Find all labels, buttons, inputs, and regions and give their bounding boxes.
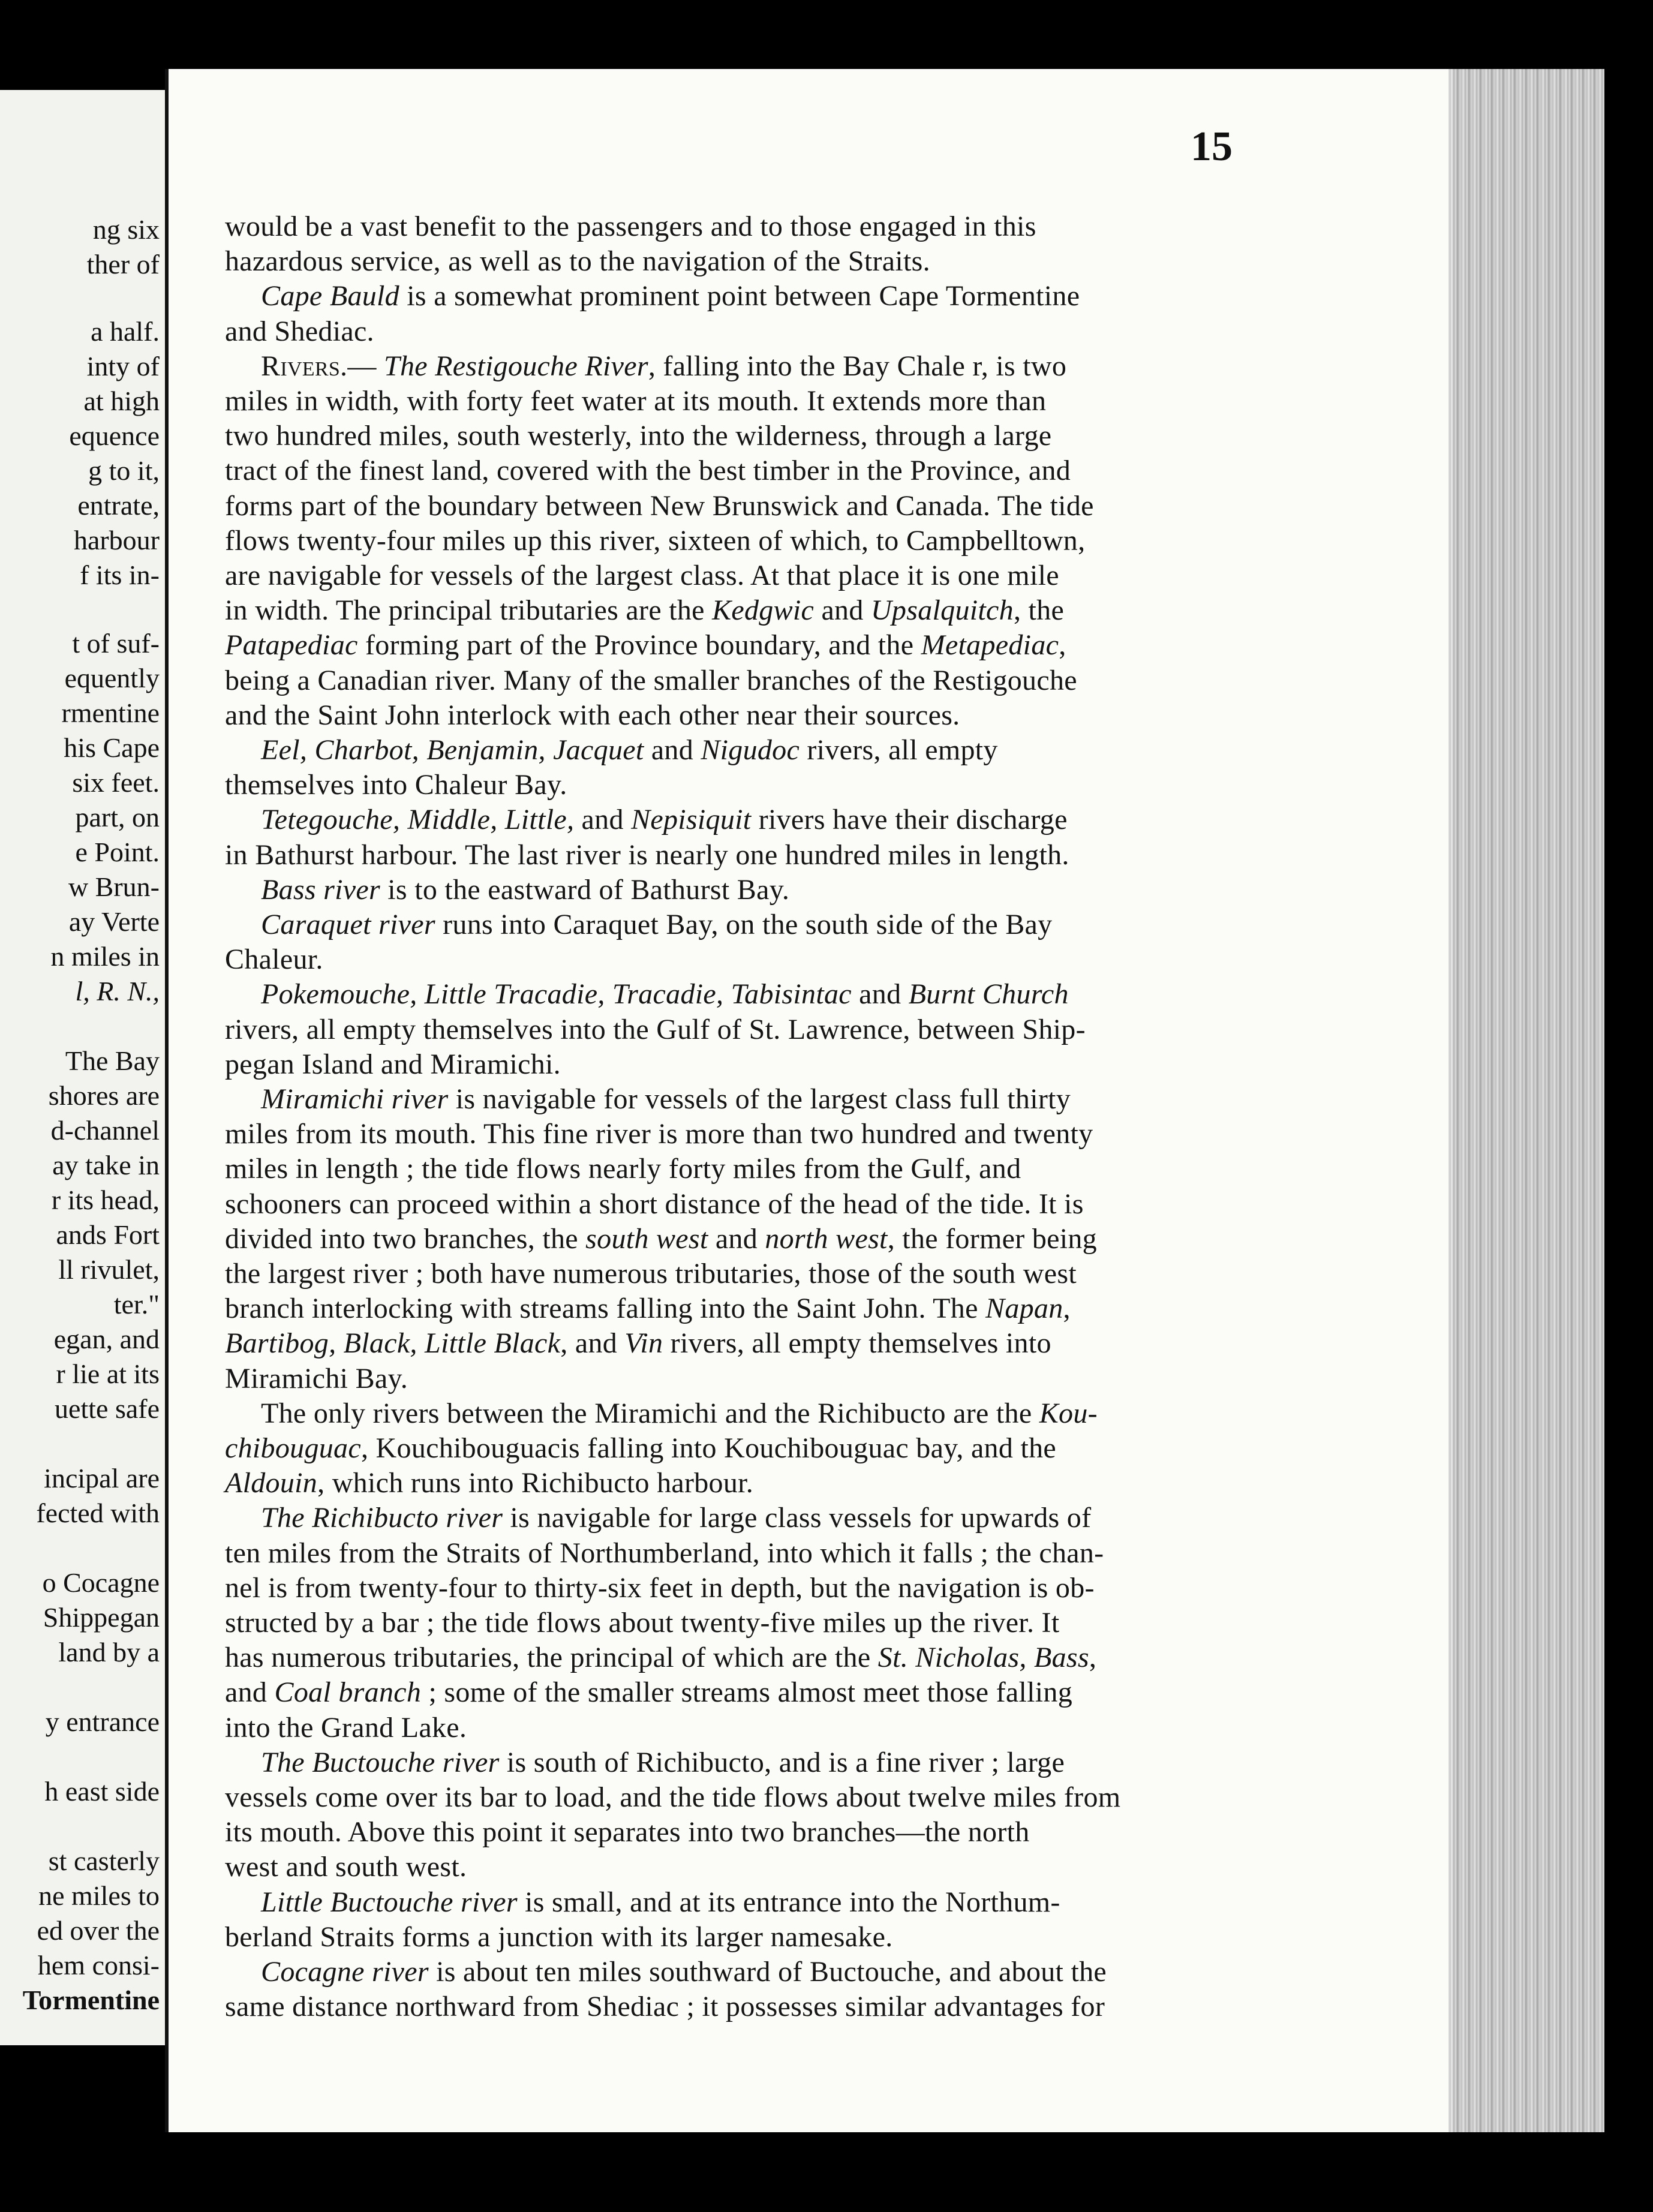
text-segment: divided into two branches, the [225,1222,586,1255]
text-segment: , Kouchibouguacis falling into Kouchibouguac bay, and the [360,1432,1056,1464]
text-segment: Miramichi river [261,1083,449,1115]
text-line [261,1886,1060,1919]
text-segment: Kedgwic [712,594,815,627]
left-line: shores are [48,1080,160,1111]
text-segment: the largest river ; both have numerous tributaries, those of the south west [225,1258,1077,1290]
text-segment: two hundred miles, south westerly, into the wilderness, through a large [225,420,1052,452]
text-segment: Chaleur. [225,943,323,976]
left-line: ands Fort [56,1219,160,1250]
left-line: ay Verte [68,906,160,937]
text-line [261,1955,1107,1988]
text-segment: The Restigouche River [383,350,648,382]
text-segment: Coal branch [274,1676,422,1709]
text-segment: tract of the finest land, covered with the best timber in the Province, and [225,455,1071,487]
text-line [261,734,998,767]
text-segment: Cocagne river [261,1956,429,1988]
text-segment: same distance northward from Shediac ; it possesses similar advantages for [225,1991,1105,2023]
left-line: l, R. N., [75,976,160,1006]
text-segment: is navigable for vessels of the largest class full thirty [448,1083,1071,1115]
text-line [225,699,960,732]
text-segment: south west [585,1222,708,1255]
text-segment: is about ten miles southward of Buctouche, and about the [428,1956,1107,1988]
text-segment: Miramichi Bay. [225,1362,408,1394]
text-line [225,1222,1097,1255]
text-segment: Cape Bauld [261,280,399,312]
left-line: d-channel [50,1115,160,1146]
text-line [225,1257,1077,1290]
text-segment: structed by a bar ; the tide flows about twenty-five miles up the river. It [225,1607,1060,1639]
left-line: ne miles to [38,1880,160,1911]
text-segment: , [1059,629,1066,662]
text-segment: Eel, Charbot, Benjamin, Jacquet [261,734,644,766]
text-segment: vessels come over its bar to load, and the tide flows about twelve miles from [225,1781,1121,1813]
text-segment: Nigudoc [701,734,800,766]
text-line [225,594,1064,627]
text-segment: rivers, all empty [800,734,998,766]
left-line: egan, and [53,1324,160,1354]
left-line: r its head, [51,1185,160,1215]
text-line [225,489,1094,522]
text-line [261,1083,1071,1116]
text-segment: being a Canadian river. Many of the smaller branches of the Restigouche [225,664,1077,696]
left-line: r lie at its [56,1359,160,1389]
left-line: t of suf- [72,628,160,659]
text-segment: Patapediac [225,629,358,662]
text-line [225,1676,1072,1709]
text-line [261,978,1069,1011]
text-line [225,1921,893,1953]
text-line [261,1501,1091,1534]
page-number: 15 [1191,124,1233,170]
text-segment: ten miles from the Straits of Northumberland, into which it falls ; the chan- [225,1537,1104,1569]
left-line: g to it, [88,455,160,486]
left-line: incipal are [44,1463,160,1493]
left-line: Tormentine [22,1985,160,2015]
text-line [261,873,789,906]
text-line [225,1152,1021,1185]
text-segment: Rivers. [261,350,348,382]
text-segment: forming part of the Province boundary, and the [357,629,921,662]
text-segment: its mouth. Above this point it separates into two branches—the north [225,1816,1030,1849]
left-line: Shippegan [43,1602,160,1633]
text-line [261,1397,1098,1430]
left-line: ng six [92,214,160,245]
text-segment: Bartibog, Black, Little Black [225,1327,561,1360]
left-line: six feet. [72,767,160,798]
text-line [225,1641,1096,1674]
text-line [225,1117,1093,1150]
text-segment: is to the eastward of Bathurst Bay. [380,873,790,906]
text-line [225,419,1051,452]
left-line: inty of [86,351,160,381]
text-segment: Vin [624,1327,663,1360]
left-line: land by a [58,1637,160,1667]
text-line [225,1816,1030,1849]
text-line [261,1746,1065,1779]
text-line [225,559,1059,592]
text-line [225,629,1066,662]
left-line: The Bay [65,1045,160,1076]
text-line [225,664,1077,697]
text-line [225,384,1046,417]
text-segment: — [347,350,384,382]
text-segment: Napan [985,1293,1063,1325]
text-line [225,315,374,348]
text-line [225,454,1071,487]
text-line [225,1362,408,1395]
left-line: y entrance [45,1706,160,1737]
text-segment: Upsalquitch [870,594,1014,627]
left-line: uette safe [55,1393,160,1424]
left-line: harbour [73,525,160,555]
left-line: rmentine [61,698,160,728]
text-segment: chibouguac [225,1432,361,1464]
text-segment: into the Grand Lake. [225,1711,467,1744]
text-segment: miles from its mouth. This fine river is more than two hundred and twenty [225,1118,1093,1150]
left-line: his Cape [64,732,160,763]
text-segment: is a somewhat prominent point between Cape Tormentine [399,280,1080,312]
text-segment: and [644,734,701,766]
left-line: ll rivulet, [58,1254,160,1285]
text-segment: , [1063,1293,1071,1325]
text-line [261,350,1066,383]
text-segment: north west [765,1222,888,1255]
text-segment: and [574,804,632,836]
text-line [225,1606,1059,1639]
text-line [261,279,1080,312]
text-line [225,524,1085,557]
left-line: entrate, [77,490,160,521]
text-line [225,1013,1086,1046]
text-segment: , the former being [887,1222,1097,1255]
text-segment: Bass river [261,873,380,906]
left-line: n miles in [50,941,160,972]
text-line [225,1432,1056,1465]
page-edge [1448,69,1604,2132]
text-segment: is south of Richibucto, and is a fine river ; large [499,1746,1065,1778]
text-segment: The only rivers between the Miramichi and the Richibucto are the [261,1397,1039,1429]
text-segment: nel is from twenty-four to thirty-six feet in depth, but the navigation is ob- [225,1571,1095,1604]
text-line [225,1292,1071,1325]
text-line [225,768,567,801]
text-segment: Tetegouche, Middle, Little, [261,804,575,836]
text-segment: in width. The principal tributaries are the [225,594,713,627]
text-segment: The Richibucto river [261,1502,503,1534]
left-line: equently [64,663,160,693]
text-line [225,1781,1120,1814]
text-segment: and [225,1676,275,1709]
text-segment: and [814,594,871,627]
text-segment: miles in width, with forty feet water at its mouth. It extends more than [225,385,1047,417]
text-line [225,838,1069,871]
text-segment: branch interlocking with streams falling into the Saint John. The [225,1293,986,1325]
text-segment: , which runs into Richibucto harbour. [317,1467,754,1499]
left-line: a half. [91,316,160,347]
text-segment: Metapediac [921,629,1059,662]
left-line: hem consi- [37,1950,160,1980]
left-line: o Cocagne [42,1567,160,1598]
text-segment: berland Straits forms a junction with its larger namesake. [225,1921,893,1953]
text-segment: and Shediac. [225,315,374,347]
text-line [225,1990,1105,2023]
left-line: ay take in [52,1150,160,1180]
text-segment: runs into Caraquet Bay, on the south side of the Bay [435,909,1053,940]
text-line [225,245,930,278]
text-segment: St. Nicholas, Bass [877,1642,1089,1674]
text-segment: Nepisiquit [631,804,752,836]
text-segment: themselves into Chaleur Bay. [225,769,567,801]
left-line: h east side [44,1776,160,1807]
left-line: ther of [86,249,160,279]
left-page-fragment [0,90,168,2045]
text-segment: rivers have their discharge [751,804,1068,836]
text-segment: hazardous service, as well as to the navigation of the Straits. [225,245,930,278]
text-segment: , and [560,1327,625,1360]
text-line [225,1850,467,1883]
text-segment: is small, and at its entrance into the Northum- [517,1886,1060,1918]
text-segment: and [851,978,909,1011]
text-segment: Kou- [1039,1397,1098,1429]
text-line [225,1711,467,1744]
text-segment: and [708,1222,765,1255]
left-line: f its in- [80,560,160,590]
text-segment: is navigable for large class vessels for upwards of [503,1502,1092,1534]
text-segment: Aldouin [225,1467,318,1499]
text-line [225,1188,1084,1221]
text-segment: Burnt Church [908,978,1069,1011]
left-line: part, on [75,802,160,832]
text-line [261,908,1052,941]
text-line [261,803,1068,836]
text-segment: in Bathurst harbour. The last river is nearly one hundred miles in length. [225,838,1069,871]
left-line: equence [69,420,160,451]
text-segment: , [1089,1642,1097,1674]
text-segment: Caraquet river [261,909,435,940]
text-segment: would be a vast benefit to the passengers and to those engaged in this [225,211,1036,242]
left-line: fected with [36,1498,160,1528]
text-segment: Little Buctouche river [261,1886,518,1918]
text-line [225,210,1036,243]
text-line [225,1537,1104,1570]
text-segment: Pokemouche, Little Tracadie, Tracadie, Tabisintac [261,978,852,1011]
text-line [225,1048,561,1081]
text-segment: schooners can proceed within a short distance of the head of the tide. It is [225,1188,1084,1220]
text-segment: are navigable for vessels of the largest class. At that place it is one mile [225,560,1059,591]
left-line: e Point. [75,837,160,867]
text-segment: The Buctouche river [261,1746,500,1778]
text-segment: and the Saint John interlock with each other near their sources. [225,699,960,731]
text-segment: flows twenty-four miles up this river, sixteen of which, to Campbelltown, [225,524,1086,557]
text-line [225,1571,1095,1604]
text-segment: , the [1013,594,1065,627]
text-segment: pegan Island and Miramichi. [225,1048,561,1080]
text-segment: has numerous tributaries, the principal of which are the [225,1642,878,1674]
text-line [225,943,323,976]
left-line: ed over the [37,1915,160,1946]
text-segment: rivers, all empty themselves into the Gulf of St. Lawrence, between Ship- [225,1013,1086,1045]
text-line [225,1327,1051,1360]
text-segment: ; some of the smaller streams almost meet those falling [421,1676,1073,1709]
left-line: ter." [113,1289,160,1320]
text-segment: rivers, all empty themselves into [663,1327,1051,1360]
text-segment: , falling into the Bay Chale r, is two [648,350,1067,382]
text-segment: forms part of the boundary between New Brunswick and Canada. The tide [225,489,1094,522]
text-line [225,1466,753,1499]
left-line: at high [83,386,160,416]
left-line: st casterly [48,1846,160,1876]
left-line: w Brun- [68,871,160,902]
text-segment: miles in length ; the tide flows nearly forty miles from the Gulf, and [225,1153,1021,1185]
text-segment: west and south west. [225,1851,467,1883]
